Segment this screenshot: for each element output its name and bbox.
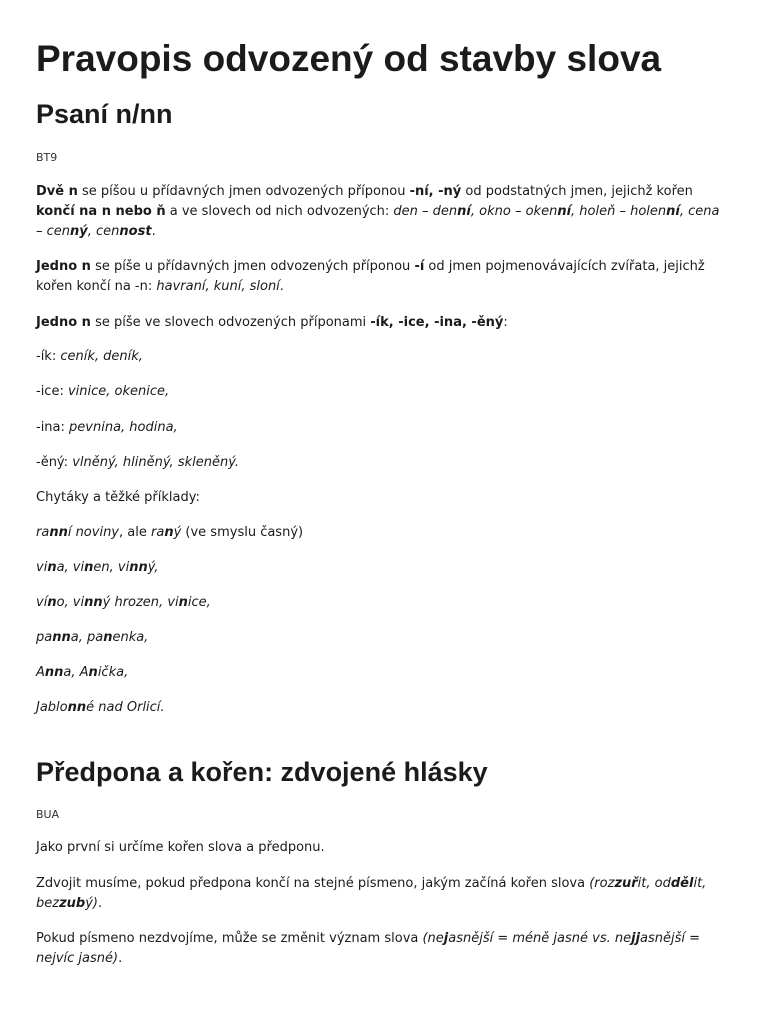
paragraph-meaning-change: Pokud písmeno nezdvojíme, může se změnit význam slova (nejasnější = méně jasné vs. nejjasnější = nejvíc jasné).	[36, 931, 701, 966]
tricky-example-anna: Anna, Anička,	[36, 665, 129, 680]
paragraph-double-letters: Zdvojit musíme, pokud předpona končí na stejné písmeno, jakým začíná kořen slova (rozzuřit, oddělit, bezzubý).	[36, 876, 707, 911]
tricky-examples-label: Chytáky a těžké příklady:	[36, 490, 200, 505]
page-title: Pravopis odvozený od stavby slova	[36, 38, 662, 79]
suffix-example-ice: -ice: vinice, okenice,	[36, 384, 170, 399]
section-heading-prefix-root: Předpona a kořen: zdvojené hlásky	[36, 757, 488, 787]
paragraph-double-n: Dvě n se píšou u přídavných jmen odvozených příponou -ní, -ný od podstatných jmen, jejichž kořen končí na n nebo ň a ve slovech od nich odvozených: den – denní, okno – okenní, holeň – holenní, cena – cenný, cennost.	[36, 184, 720, 239]
paragraph-identify-root: Jako první si určíme kořen slova a předponu.	[36, 840, 325, 855]
tricky-example-jablonne: Jablonné nad Orlicí.	[36, 700, 165, 715]
section-heading-n-nn: Psaní n/nn	[36, 99, 173, 129]
paragraph-single-n-suffixes: Jedno n se píše ve slovech odvozených příponami -ík, -ice, -ina, -ěný:	[36, 315, 508, 330]
paragraph-single-n-animals: Jedno n se píše u přídavných jmen odvozených příponou -í od jmen pojmenovávajících zvířata, jejichž kořen končí na -n: havraní, kuní, sloní.	[36, 259, 705, 294]
tricky-example-ranni: ranní noviny, ale raný (ve smyslu časný)	[36, 525, 304, 540]
tricky-example-panna: panna, panenka,	[36, 630, 149, 645]
section-tag: BT9	[36, 151, 58, 164]
tricky-example-vino: víno, vinný hrozen, vinice,	[36, 595, 211, 610]
suffix-example-eny: -ěný: vlněný, hliněný, skleněný.	[36, 455, 240, 470]
section-tag: BUA	[36, 808, 60, 821]
tricky-example-vina: vina, vinen, vinný,	[36, 560, 159, 575]
suffix-example-ik: -ík: ceník, deník,	[36, 349, 143, 364]
suffix-example-ina: -ina: pevnina, hodina,	[36, 420, 178, 435]
